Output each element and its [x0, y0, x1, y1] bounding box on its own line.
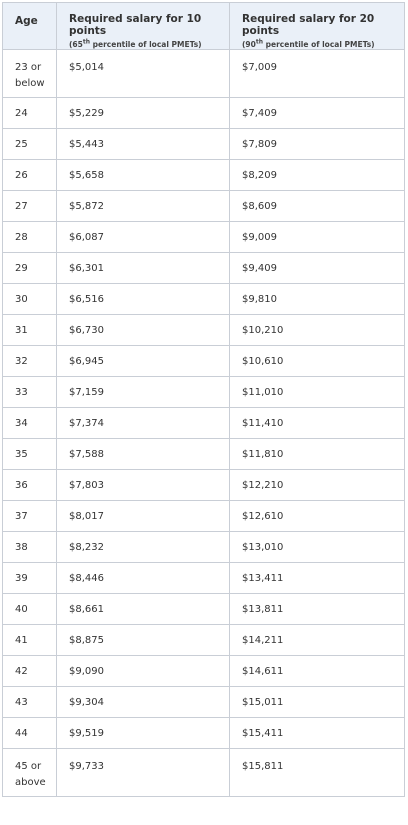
cell-salary-20-points: $12,210 — [230, 470, 405, 501]
header-10-sub-post: percentile of local PMETs) — [90, 40, 202, 49]
cell-salary-10-points: $7,374 — [57, 408, 230, 439]
cell-age: 27 — [3, 191, 57, 222]
cell-age: 44 — [3, 718, 57, 749]
cell-age: 36 — [3, 470, 57, 501]
table-row — [3, 501, 405, 532]
table-row — [3, 98, 405, 129]
cell-salary-20-points: $11,410 — [230, 408, 405, 439]
table-row — [3, 284, 405, 315]
cell-age: 45 or above — [3, 749, 57, 797]
cell-age: 37 — [3, 501, 57, 532]
table-row — [3, 253, 405, 284]
table-row — [3, 191, 405, 222]
table-row — [3, 718, 405, 749]
table-row — [3, 377, 405, 408]
table-row — [3, 749, 405, 797]
cell-age: 39 — [3, 563, 57, 594]
cell-salary-20-points: $8,209 — [230, 160, 405, 191]
cell-salary-20-points: $10,610 — [230, 346, 405, 377]
cell-salary-20-points: $15,011 — [230, 687, 405, 718]
table-row — [3, 129, 405, 160]
cell-salary-10-points: $5,872 — [57, 191, 230, 222]
table-row — [3, 687, 405, 718]
cell-age: 26 — [3, 160, 57, 191]
cell-salary-20-points: $13,010 — [230, 532, 405, 563]
table-row — [3, 625, 405, 656]
cell-salary-10-points: $6,945 — [57, 346, 230, 377]
cell-salary-20-points: $10,210 — [230, 315, 405, 346]
cell-salary-10-points: $8,017 — [57, 501, 230, 532]
table-row — [3, 315, 405, 346]
cell-salary-10-points: $7,803 — [57, 470, 230, 501]
cell-age: 41 — [3, 625, 57, 656]
salary-table — [2, 2, 405, 797]
cell-salary-10-points: $5,014 — [57, 50, 230, 98]
cell-salary-10-points: $9,733 — [57, 749, 230, 797]
table-row — [3, 594, 405, 625]
cell-age: 43 — [3, 687, 57, 718]
table-row — [3, 222, 405, 253]
header-20-points-subtitle — [242, 40, 395, 49]
table-row — [3, 470, 405, 501]
cell-salary-20-points: $9,009 — [230, 222, 405, 253]
table-row — [3, 563, 405, 594]
cell-age: 25 — [3, 129, 57, 160]
cell-age: 29 — [3, 253, 57, 284]
cell-age: 34 — [3, 408, 57, 439]
cell-age: 32 — [3, 346, 57, 377]
table-row — [3, 50, 405, 98]
cell-salary-10-points: $8,875 — [57, 625, 230, 656]
cell-salary-10-points: $5,658 — [57, 160, 230, 191]
header-10-sub-sup: th — [82, 38, 91, 46]
salary-table-container — [2, 2, 406, 797]
cell-salary-20-points: $12,610 — [230, 501, 405, 532]
cell-age: 42 — [3, 656, 57, 687]
cell-salary-10-points: $6,516 — [57, 284, 230, 315]
cell-salary-10-points: $8,232 — [57, 532, 230, 563]
cell-salary-20-points: $15,811 — [230, 749, 405, 797]
header-row — [3, 3, 405, 50]
cell-salary-20-points: $7,409 — [230, 98, 405, 129]
cell-salary-20-points: $13,411 — [230, 563, 405, 594]
cell-age: 24 — [3, 98, 57, 129]
cell-salary-10-points: $9,304 — [57, 687, 230, 718]
header-10-points-subtitle — [69, 40, 220, 49]
cell-age: 35 — [3, 439, 57, 470]
table-row — [3, 532, 405, 563]
header-10-sub-pre: (65 — [69, 40, 83, 49]
cell-salary-10-points: $6,730 — [57, 315, 230, 346]
cell-salary-20-points: $9,810 — [230, 284, 405, 315]
cell-salary-20-points: $7,009 — [230, 50, 405, 98]
header-20-points-title: Required salary for 20 points — [242, 13, 375, 37]
cell-age: 23 or below — [3, 50, 57, 98]
cell-salary-10-points: $8,446 — [57, 563, 230, 594]
cell-age: 31 — [3, 315, 57, 346]
table-body — [3, 50, 405, 797]
cell-salary-20-points: $11,010 — [230, 377, 405, 408]
cell-salary-20-points: $7,809 — [230, 129, 405, 160]
cell-salary-10-points: $9,090 — [57, 656, 230, 687]
header-20-sub-sup: th — [255, 38, 264, 46]
table-row — [3, 408, 405, 439]
cell-salary-20-points: $14,211 — [230, 625, 405, 656]
cell-salary-20-points: $13,811 — [230, 594, 405, 625]
header-age — [3, 3, 57, 50]
header-10-points — [57, 3, 230, 50]
table-header — [3, 3, 405, 50]
cell-age: 40 — [3, 594, 57, 625]
header-age-label: Age — [15, 15, 38, 27]
cell-age: 28 — [3, 222, 57, 253]
cell-salary-10-points: $5,443 — [57, 129, 230, 160]
header-20-sub-pre: (90 — [242, 40, 256, 49]
cell-salary-10-points: $7,588 — [57, 439, 230, 470]
header-20-sub-post: percentile of local PMETs) — [263, 40, 375, 49]
cell-age: 38 — [3, 532, 57, 563]
header-20-points — [230, 3, 405, 50]
cell-salary-10-points: $5,229 — [57, 98, 230, 129]
cell-salary-20-points: $14,611 — [230, 656, 405, 687]
cell-salary-10-points: $6,087 — [57, 222, 230, 253]
table-row — [3, 346, 405, 377]
cell-age: 30 — [3, 284, 57, 315]
cell-salary-10-points: $7,159 — [57, 377, 230, 408]
cell-salary-20-points: $11,810 — [230, 439, 405, 470]
cell-salary-20-points: $8,609 — [230, 191, 405, 222]
cell-salary-20-points: $15,411 — [230, 718, 405, 749]
cell-salary-20-points: $9,409 — [230, 253, 405, 284]
cell-age: 33 — [3, 377, 57, 408]
cell-salary-10-points: $8,661 — [57, 594, 230, 625]
table-row — [3, 439, 405, 470]
table-row — [3, 656, 405, 687]
table-row — [3, 160, 405, 191]
cell-salary-10-points: $9,519 — [57, 718, 230, 749]
cell-salary-10-points: $6,301 — [57, 253, 230, 284]
header-10-points-title: Required salary for 10 points — [69, 13, 202, 37]
